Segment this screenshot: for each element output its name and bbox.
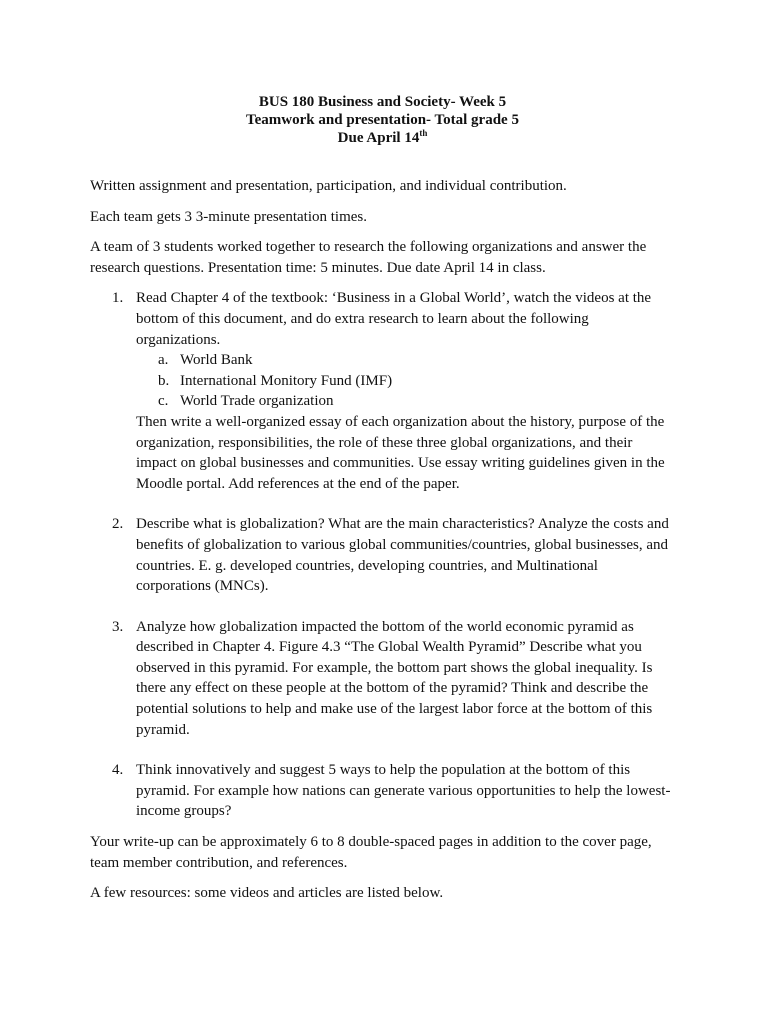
question-item-1 [90,288,675,494]
question-item-4 [90,760,675,822]
sub-item-letter: a. [158,352,169,369]
sub-item-c [136,391,675,412]
document-header [90,93,675,147]
question-list [90,288,675,822]
question-number: 2. [112,516,124,533]
sub-item-text: International Monitory Fund (IMF) [180,372,393,389]
question-number: 4. [112,762,124,779]
team-research-paragraph: A team of 3 students worked together to research the following organizations and answer the research questions. Presentation time: 5 minutes. Due date April 14 in class. [90,239,647,276]
sub-item-a [136,350,675,371]
resources-paragraph: A few resources: some videos and articles are listed below. [90,885,444,902]
document-page [90,93,675,904]
length-requirement-paragraph: Your write-up can be approximately 6 to 8 double-spaced pages in addition to the cover page, team member contribution, and references. [90,834,652,871]
due-date-text: Due April 14 [337,130,420,146]
sub-item-text: World Bank [180,352,253,369]
sub-item-letter: b. [158,372,170,389]
due-date [90,129,675,147]
question-text: Describe what is globalization? What are the main characteristics? Analyze the costs and benefits of globalization to various global communities/countries, global businesses, and countries. E. g. developed countries, developing countries, and Multinational corporations (MNCs). [136,516,669,595]
team-times-paragraph: Each team gets 3 3-minute presentation times. [90,208,368,225]
question-item-3 [90,617,675,741]
assignment-title: Teamwork and presentation- Total grade 5 [246,112,519,128]
question-number: 3. [112,618,124,635]
question-item-2 [90,514,675,596]
sub-item-b [136,371,675,392]
question-text: Analyze how globalization impacted the bottom of the world economic pyramid as described in Chapter 4. Figure 4.3 “The Global Wealth Pyramid” Describe what you observed in this pyramid. For example, the bottom part shows the global inequality. Is there any effect on these people at the bottom of the pyramid? Think and describe the potential solutions to help and make use of the largest labor force at the bottom of this pyramid. [136,618,653,738]
sub-item-text: World Trade organization [180,393,334,410]
question-followup-text: Then write a well-organized essay of each organization about the history, purpose of the organization, responsibilities, the role of these three global organizations, and their impact on global businesses and communities. Use essay writing guidelines given in the Moodle portal. Add references at the end of the paper. [136,413,665,492]
intro-paragraph: Written assignment and presentation, participation, and individual contribution. [90,178,567,194]
due-date-suffix: th [419,128,428,138]
question-number: 1. [112,290,124,307]
course-title: BUS 180 Business and Society- Week 5 [258,94,507,110]
question-text: Read Chapter 4 of the textbook: ‘Business in a Global World’, watch the videos at the bottom of this document, and do extra research to learn about the following organizations. [136,290,652,348]
sub-item-letter: c. [158,393,169,410]
question-text: Think innovatively and suggest 5 ways to help the population at the bottom of this pyramid. For example how nations can generate various opportunities to help the lowest-income groups? [136,762,671,820]
